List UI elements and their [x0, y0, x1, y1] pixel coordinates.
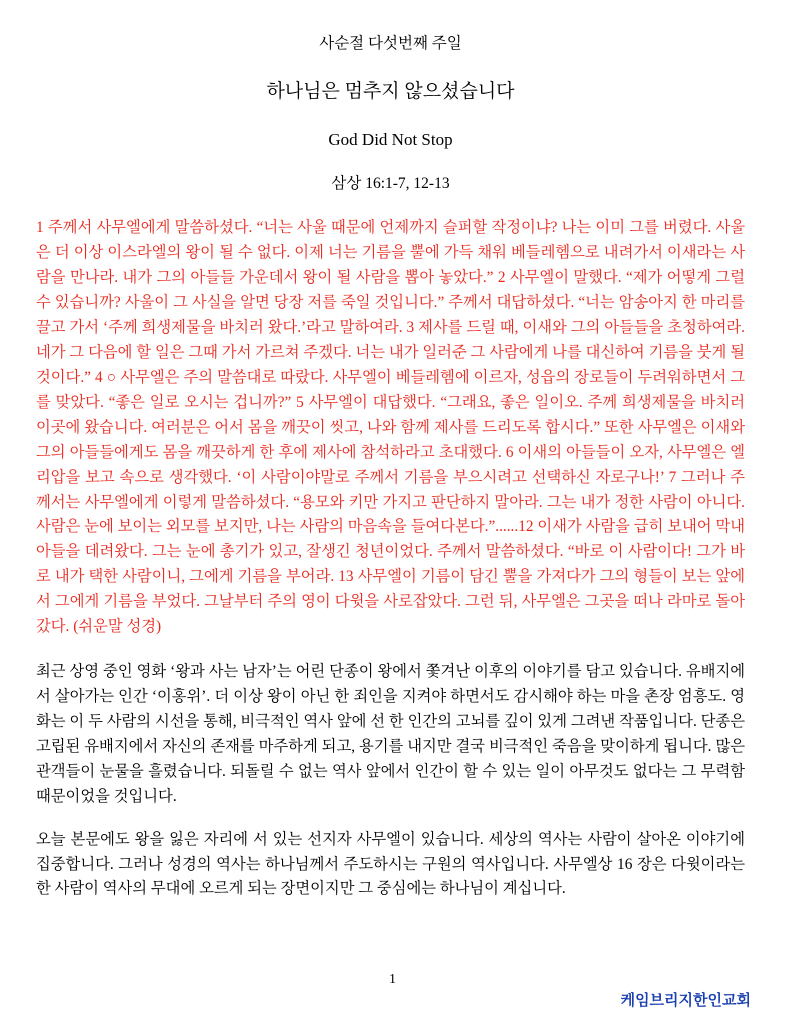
sermon-title-english: God Did Not Stop: [328, 129, 453, 149]
document-header: [36, 34, 745, 194]
sermon-title-korean: 하나님은 멈추지 않으셨습니다: [266, 80, 515, 102]
scripture-reference: 삼상 16:1-7, 12-13: [331, 174, 450, 192]
page-number: 1: [389, 972, 396, 987]
body-paragraph-2: 오늘 본문에도 왕을 잃은 자리에 서 있는 선지자 사무엘이 있습니다. 세상의 역사는 사람이 살아온 이야기에 집중합니다. 그러나 성경의 역사는 하나님께서 주도하시는 구원의 역사입니다. 사무엘상 16 장은 다윗이라는 한 사람이 역사의 무대에 오르게 되는 장면이지만 그 중심에는 하나님이 계십니다.: [36, 830, 745, 898]
liturgical-season: 사순절 다섯번째 주일: [319, 35, 462, 52]
church-name-footer: 케임브리지한인교회: [620, 992, 751, 1009]
body-paragraph-1: 최근 상영 중인 영화 ‘왕과 사는 남자’는 어린 단종이 왕에서 쫓겨난 이후의 이야기를 담고 있습니다. 유배지에서 살아가는 인간 ‘이홍위’. 더 이상 왕이 아닌 한 죄인을 지켜야 하면서도 감시해야 하는 마을 촌장 엄흥도. 영화는 이 두 사람의 시선을 통해, 비극적인 역사 앞에 선 한 인간의 고뇌를 깊이 있게 그려낸 작품입니다. 단종은 고립된 유배지에서 자신의 존재를 마주하게 되고, 용기를 내지만 결국 비극적인 죽음을 맞이하게 됩니다. 많은 관객들이 눈물을 흘렸습니다. 되돌릴 수 없는 역사 앞에서 인간이 할 수 있는 일이 아무것도 없다는 그 무력함 때문이었을 것입니다.: [36, 663, 745, 805]
scripture-passage: 1 주께서 사무엘에게 말씀하셨다. “너는 사울 때문에 언제까지 슬퍼할 작정이냐? 나는 이미 그를 버렸다. 사울은 더 이상 이스라엘의 왕이 될 수 없다. 이제 너는 기름을 뿔에 가득 채워 베들레헴으로 내려가서 이새라는 사람을 만나라. 내가 그의 아들들 가운데서 왕이 될 사람을 뽑아 놓았다.” 2 사무엘이 말했다. “제가 어떻게 그럴 수 있습니까? 사울이 그 사실을 알면 당장 저를 죽일 것입니다.” 주께서 대답하셨다. “너는 암송아지 한 마리를 끌고 가서 ‘주께 희생제물을 바치러 왔다.’라고 말하여라. 3 제사를 드릴 때, 이새와 그의 아들들을 초청하여라. 네가 그 다음에 할 일은 그때 가서 가르쳐 주겠다. 너는 내가 일러준 그 사람에게 나를 대신하여 기름을 붓게 될 것이다.” 4 ○ 사무엘은 주의 말씀대로 따랐다. 사무엘이 베들레헴에 이르자, 성읍의 장로들이 두려워하면서 그를 맞았다. “좋은 일로 오시는 겁니까?” 5 사무엘이 대답했다. “그래요, 좋은 일이오. 주께 희생제물을 바치러 이곳에 왔습니다. 여러분은 어서 몸을 깨끗이 씻고, 나와 함께 제사를 드리도록 합시다.” 또한 사무엘은 이새와 그의 아들들에게도 몸을 깨끗하게 한 후에 제사에 참석하라고 초대했다. 6 이새의 아들들이 오자, 사무엘은 엘리압을 보고 속으로 생각했다. ‘이 사람이야말로 주께서 기름을 부으시려고 선택하신 자로구나!’ 7 그러나 주께서는 사무엘에게 이렇게 말씀하셨다. “용모와 키만 가지고 판단하지 말아라. 그는 내가 정한 사람이 아니다. 사람은 눈에 보이는 외모를 보지만, 나는 사람의 마음속을 들여다본다.”......12 이새가 사람을 급히 보내어 막내아들을 데려왔다. 그는 눈에 총기가 있고, 잘생긴 청년이었다. 주께서 말씀하셨다. “바로 이 사람이다! 그가 바로 내가 택한 사람이니, 그에게 기름을 부어라. 13 사무엘이 기름이 담긴 뿔을 가져다가 그의 형들이 보는 앞에서 그에게 기름을 부었다. 그날부터 주의 영이 다윗을 사로잡았다. 그런 뒤, 사무엘은 그곳을 떠나 라마로 돌아갔다. (쉬운말 성경): [36, 219, 745, 636]
